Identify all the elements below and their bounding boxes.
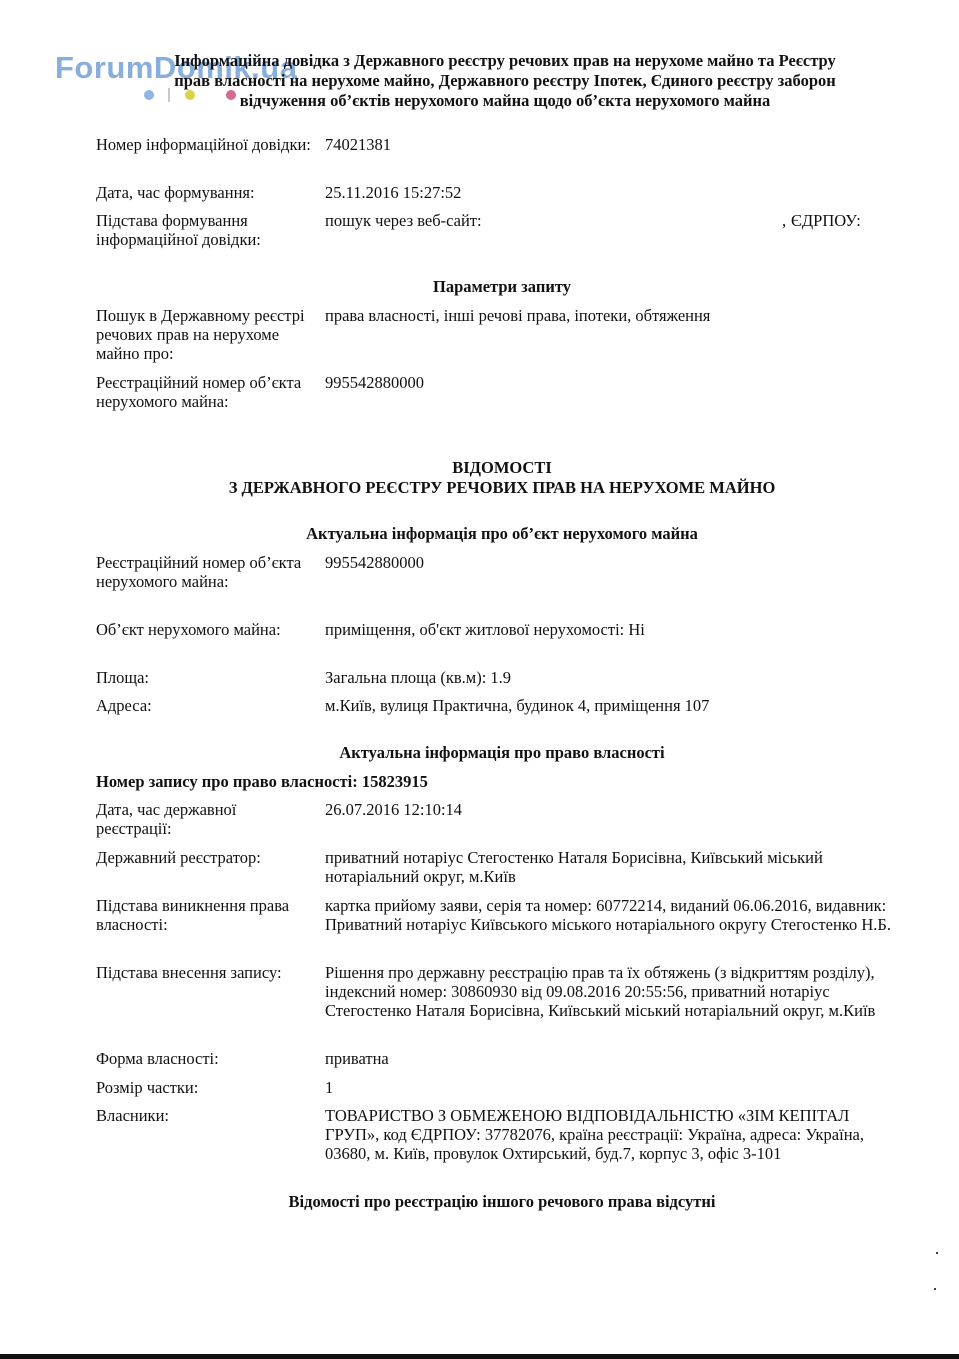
- scan-speck: [934, 1288, 936, 1290]
- ownership-title: Актуальна інформація про право власності: [339, 743, 665, 762]
- query-title: Параметри запиту: [432, 277, 571, 296]
- ownership-entry-label: Підстава внесення запису:: [96, 963, 282, 982]
- info-basis-edrpou: ЄДРПОУ:: [791, 211, 861, 230]
- query-search-value: права власності, інші речові права, іпотеки, обтяження: [325, 306, 711, 325]
- query-reg-label: Реєстраційний номер об’єкта нерухомого майна:: [96, 373, 302, 411]
- registry-title-line-2: З ДЕРЖАВНОГО РЕЄСТРУ РЕЧОВИХ ПРАВ НА НЕРУХОМЕ МАЙНО: [228, 478, 776, 497]
- ownership-registrar-label: Державний реєстратор:: [96, 848, 261, 867]
- other-rights-notice: Відомості про реєстрацію іншого речового права відсутні: [288, 1192, 716, 1211]
- ownership-registrar-value: приватний нотаріус Стегостенко Наталя Борисівна, Київський міський нотаріальний округ, м.Київ: [325, 848, 823, 886]
- ownership-date-value: 26.07.2016 12:10:14: [325, 800, 463, 819]
- scan-speck: [936, 1252, 938, 1254]
- object-reg-label: Реєстраційний номер об’єкта нерухомого майна:: [96, 553, 302, 591]
- document-header: [100, 51, 910, 111]
- ownership-date-label: Дата, час державної реєстрації:: [96, 800, 237, 838]
- ownership-form-label: Форма власності:: [96, 1049, 219, 1068]
- object-type-value: приміщення, об'єкт житлової нерухомості: Ні: [325, 620, 645, 639]
- info-basis-label: Підстава формування інформаційної довідки:: [96, 211, 261, 249]
- object-area-label: Площа:: [96, 668, 150, 687]
- ownership-share-value: 1: [325, 1078, 334, 1097]
- object-address-value: м.Київ, вулиця Практична, будинок 4, приміщення 107: [325, 696, 710, 715]
- object-reg-value: 995542880000: [325, 553, 424, 572]
- object-address-label: Адреса:: [96, 696, 152, 715]
- info-date-value: 25.11.2016 15:27:52: [325, 183, 462, 202]
- ownership-share-label: Розмір частки:: [96, 1078, 199, 1097]
- ownership-owners-label: Власники:: [96, 1106, 169, 1125]
- ownership-entry-value: Рішення про державну реєстрацію прав та їх обтяжень (з відкриттям розділу), індексний номер: 30860930 від 09.08.2016 20:55:56, приватний нотаріус Стегостенко Наталя Борисівна, Київський міський нотаріальний округ, м.Київ: [325, 963, 876, 1020]
- registry-title-line-1: ВІДОМОСТІ: [452, 458, 552, 477]
- ownership-owners-value: ТОВАРИСТВО З ОБМЕЖЕНОЮ ВІДПОВІДАЛЬНІСТЮ «ЗІМ КЕПІТАЛ ГРУП», код ЄДРПОУ: 37782076, країна реєстрації: Україна, адреса: Україна, 03680, м. Київ, провулок Охтирський, буд.7, корпус 3, офіс 3-101: [325, 1106, 864, 1163]
- registry-title: [96, 458, 908, 498]
- info-basis-value: пошук через веб-сайт:: [325, 211, 482, 230]
- ownership-origin-value: картка прийому заяви, серія та номер: 60772214, виданий 06.06.2016, видавник: Приватний нотаріус Київського міського нотаріального округу Стегостенко Н.Б.: [325, 896, 891, 934]
- object-title: Актуальна інформація про об’єкт нерухомого майна: [306, 524, 698, 543]
- info-basis-separator: ,: [782, 211, 787, 230]
- header-line-1: Інформаційна довідка з Державного реєстру речових прав на нерухоме майно та Реєстру: [174, 51, 836, 70]
- query-search-label: Пошук в Державному реєстрі речових прав на нерухоме майно про:: [96, 306, 305, 363]
- page-bottom-edge: [0, 1354, 959, 1359]
- info-date-label: Дата, час формування:: [96, 183, 255, 202]
- header-line-2: прав власності на нерухоме майно, Державного реєстру Іпотек, Єдиного реєстру заборон: [174, 71, 836, 90]
- header-line-3: відчуження об’єктів нерухомого майна щодо об’єкта нерухомого майна: [239, 91, 771, 110]
- ownership-record-number: Номер запису про право власності: 15823915: [96, 772, 428, 791]
- watermark-logo: ForumDomik.ua: [55, 50, 298, 85]
- query-reg-value: 995542880000: [325, 373, 424, 392]
- object-type-label: Об’єкт нерухомого майна:: [96, 620, 281, 639]
- info-number-label: Номер інформаційної довідки:: [96, 135, 311, 154]
- ownership-origin-label: Підстава виникнення права власності:: [96, 896, 290, 934]
- ownership-form-value: приватна: [325, 1049, 389, 1068]
- object-area-value: Загальна площа (кв.м): 1.9: [325, 668, 512, 687]
- info-number-value: 74021381: [325, 135, 391, 154]
